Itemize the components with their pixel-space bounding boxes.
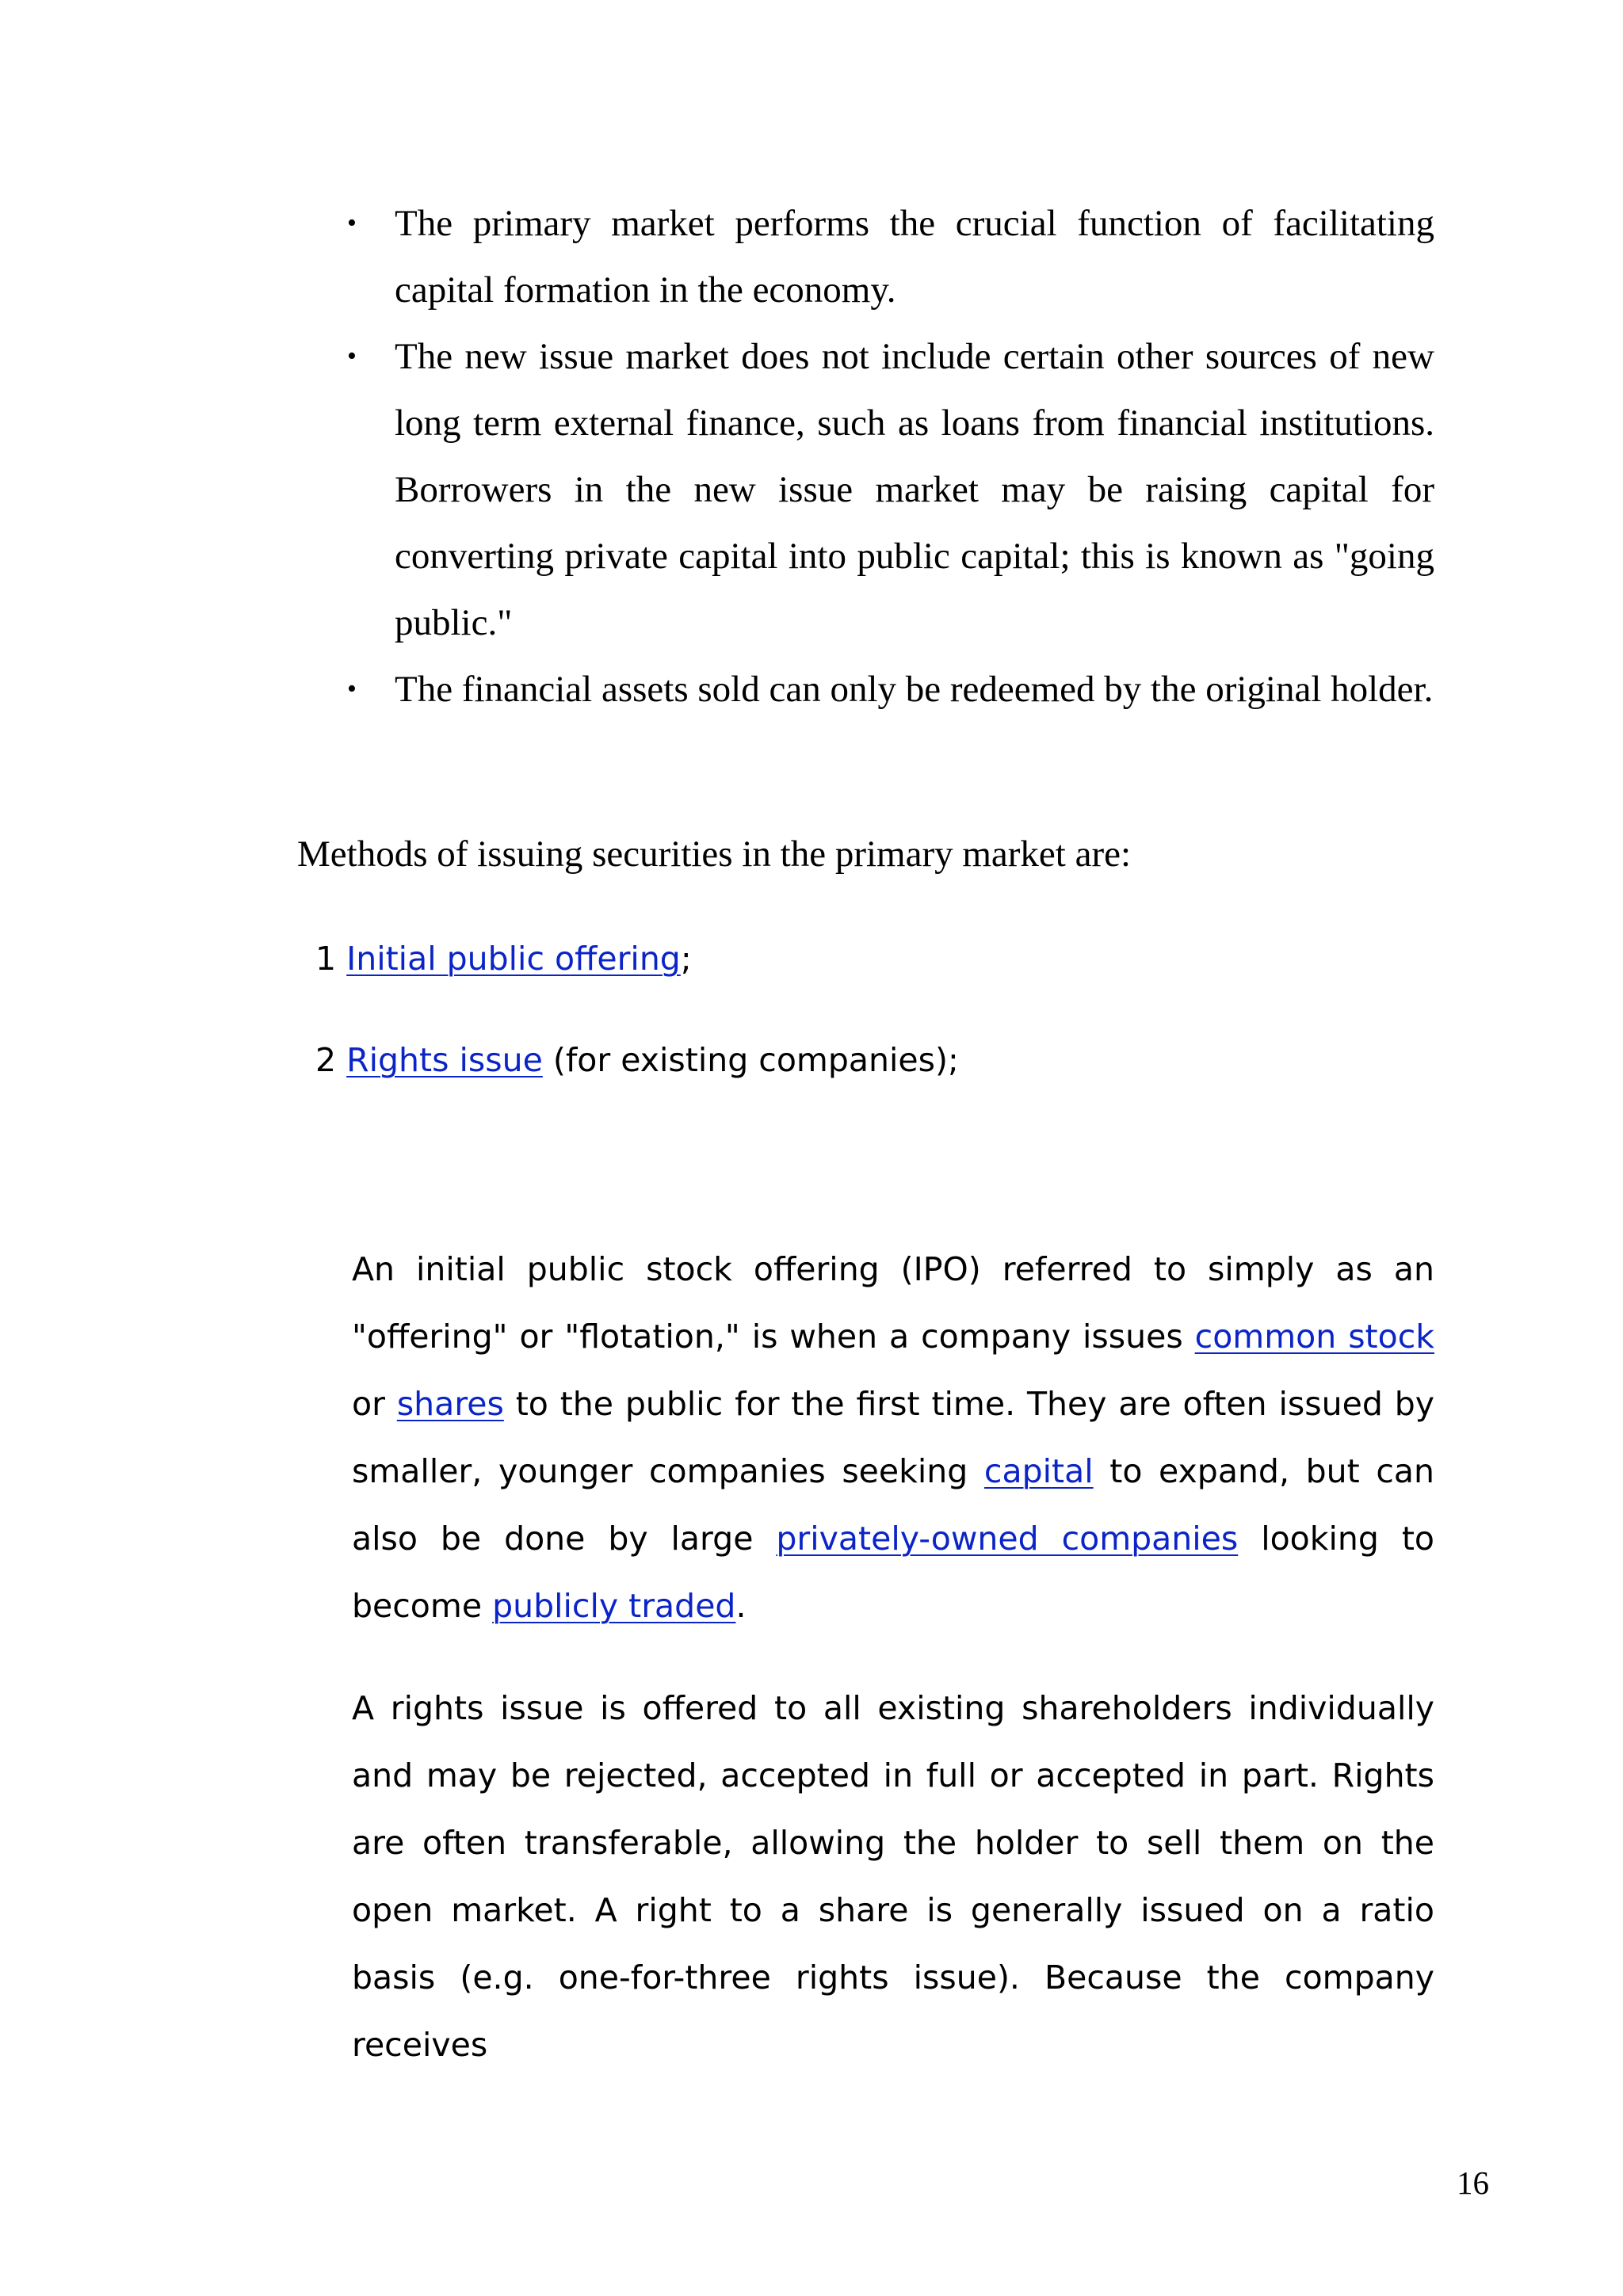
bullet-item bbox=[331, 656, 1434, 723]
paragraph-text: or bbox=[352, 1385, 397, 1423]
capital-link[interactable]: capital bbox=[983, 1452, 1094, 1490]
initial-public-offering-link[interactable]: Initial public offering bbox=[346, 940, 681, 978]
feature-bullet-list bbox=[331, 190, 1434, 723]
method-number: 1 bbox=[315, 940, 337, 978]
paragraph-text: looking to become bbox=[352, 1520, 1435, 1625]
common-stock-link[interactable]: common stock bbox=[1194, 1318, 1434, 1356]
paragraph-text: to expand, but can also be done by large bbox=[352, 1452, 1434, 1558]
paragraph-text: An initial public stock offering (IPO) referred to simply as an "offering" or "flotation," is when a company issues bbox=[352, 1250, 1434, 1356]
bullet-glyph: • bbox=[347, 674, 357, 704]
bullet-glyph: • bbox=[347, 341, 357, 371]
bullet-text: The financial assets sold can only be redeemed by the original holder. bbox=[395, 669, 1434, 710]
method-suffix: ; bbox=[680, 940, 692, 978]
bullet-text: The primary market performs the crucial function of facilitating capital formation in the economy. bbox=[395, 203, 1434, 311]
bullet-item bbox=[331, 190, 1434, 323]
rights-issue-link[interactable]: Rights issue bbox=[346, 1041, 543, 1079]
bullet-glyph: • bbox=[347, 208, 357, 238]
method-item-rights-issue bbox=[315, 1035, 959, 1085]
methods-intro: Methods of issuing securities in the primary market are: bbox=[297, 833, 1132, 875]
ipo-paragraph bbox=[352, 1236, 1434, 1640]
publicly-traded-link[interactable]: publicly traded bbox=[492, 1587, 736, 1625]
rights-issue-paragraph: A rights issue is offered to all existing shareholders individually and may be rejected, accepted in full or accepted in part. Rights are often transferable, allowing the holder to sell them on the open market. A right to a share is generally issued on a ratio basis (e.g. one-for-three rights issue). Because the company receives bbox=[352, 1689, 1434, 2064]
paragraph-text: to the public for the first time. They are often issued by smaller, younger companies seeking bbox=[352, 1385, 1434, 1490]
method-number: 2 bbox=[315, 1041, 337, 1079]
shares-link[interactable]: shares bbox=[396, 1385, 504, 1423]
method-suffix: (for existing companies); bbox=[542, 1041, 959, 1079]
bullet-item bbox=[331, 323, 1434, 656]
privately-owned-companies-link[interactable]: privately-owned companies bbox=[776, 1520, 1239, 1558]
bullet-text: The new issue market does not include certain other sources of new long term external finance, such as loans from financial institutions. Borrowers in the new issue market may be raising capital for converting private capital into public capital; this is known as "going public." bbox=[395, 336, 1434, 643]
page-number: 16 bbox=[1457, 2164, 1489, 2201]
paragraph-text: . bbox=[735, 1587, 747, 1625]
method-item-ipo bbox=[315, 933, 692, 984]
